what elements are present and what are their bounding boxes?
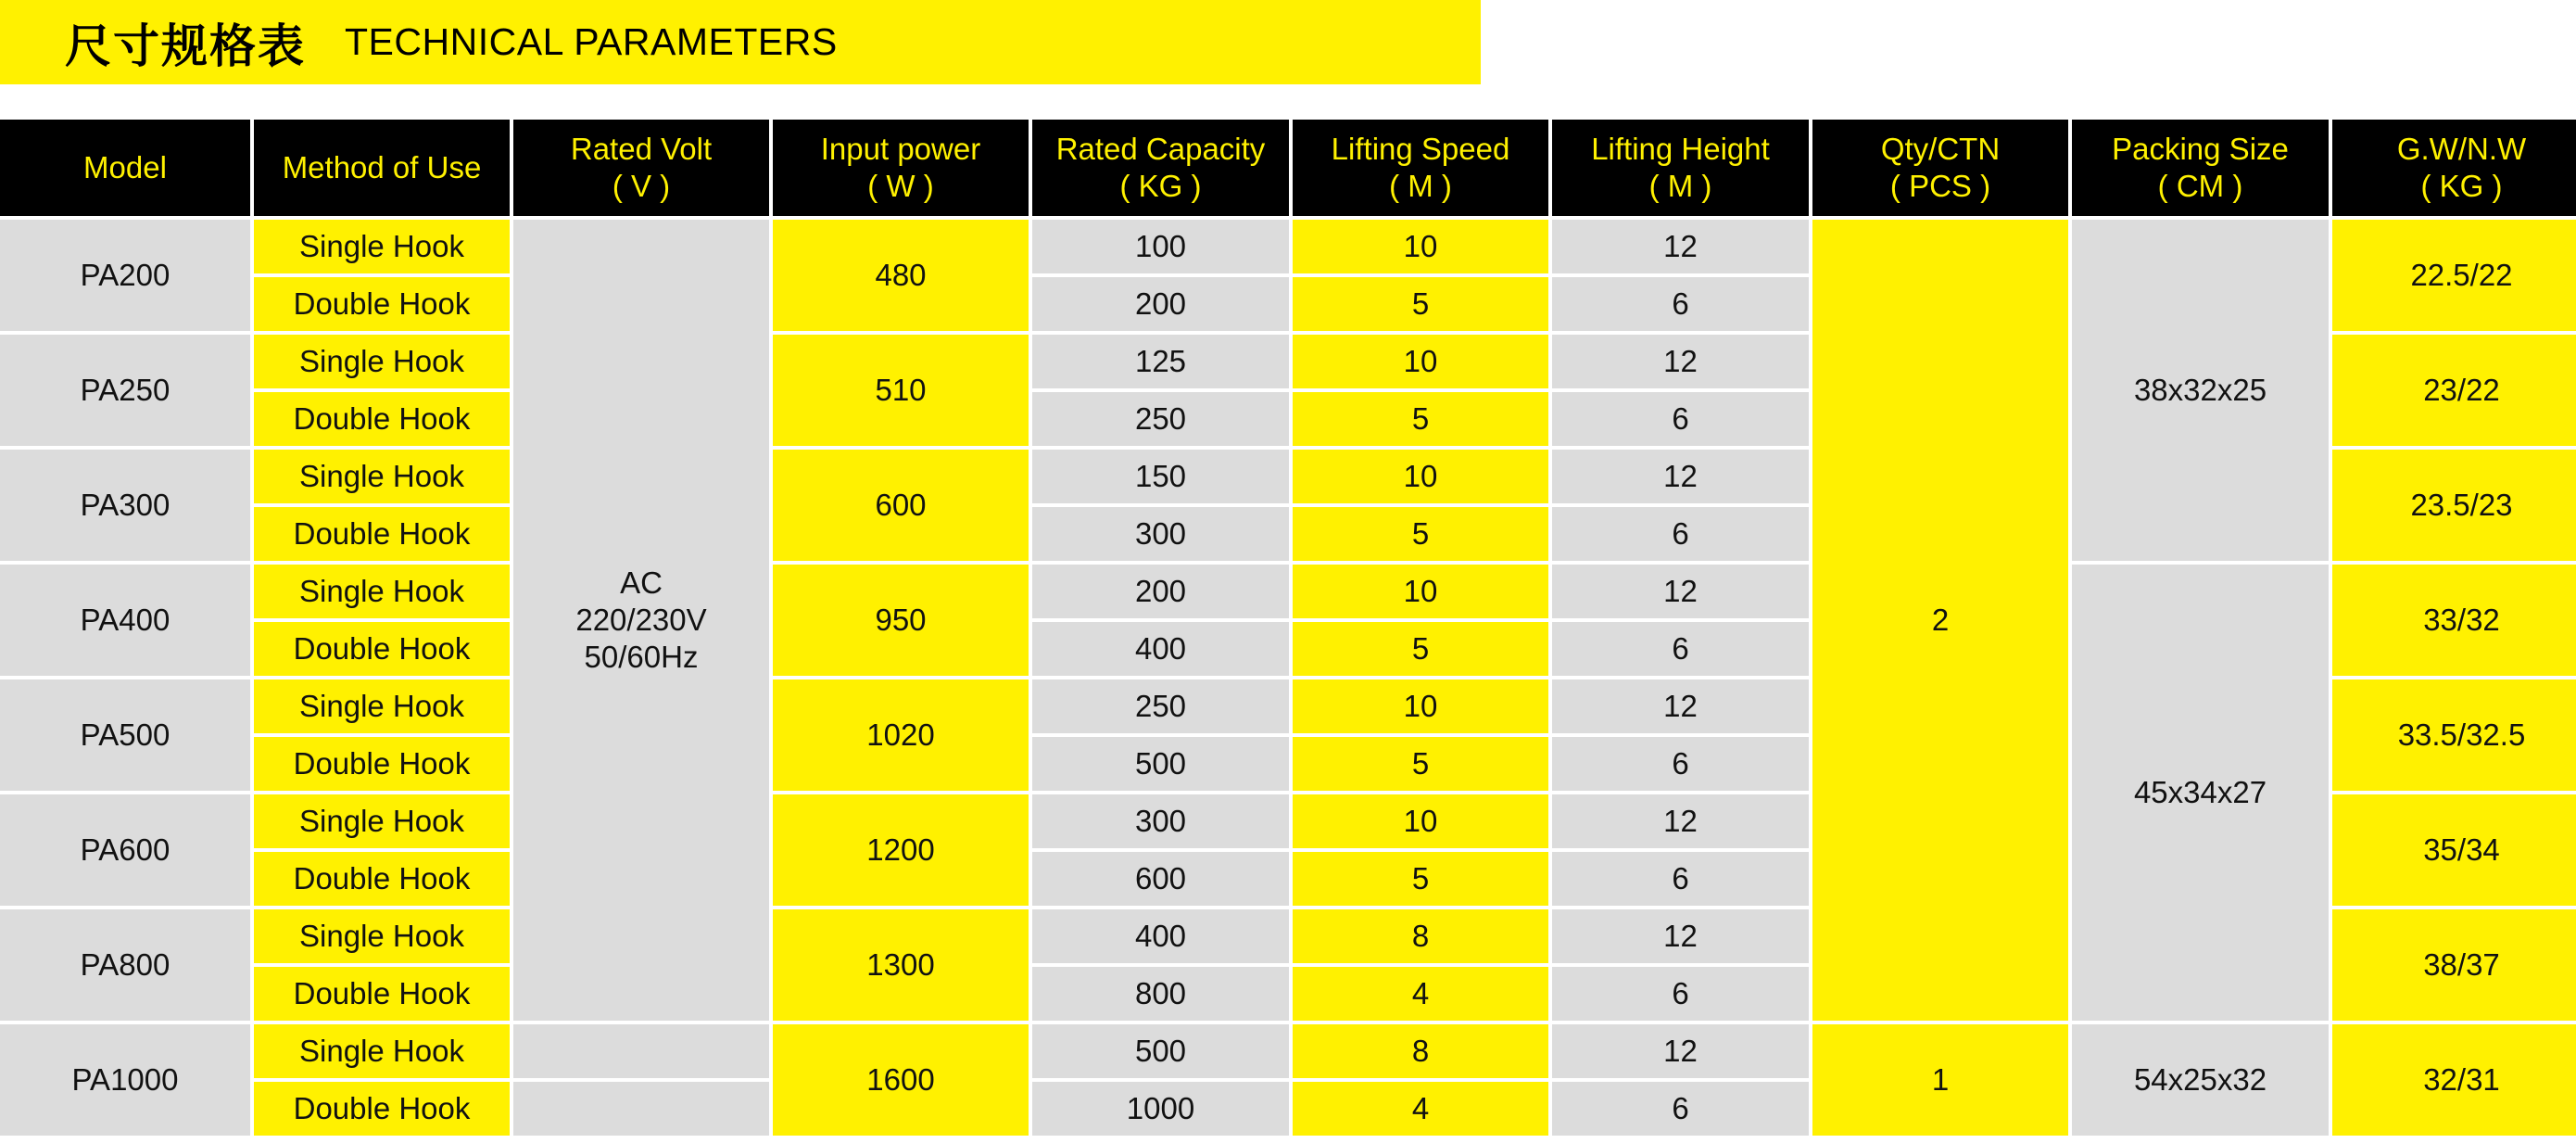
header-unit: ( V ) bbox=[612, 169, 671, 203]
method-cell: Single Hook bbox=[254, 794, 510, 848]
header-lifting-speed: Lifting Speed ( M ) bbox=[1293, 120, 1548, 216]
header-unit: ( KG ) bbox=[2420, 169, 2503, 203]
title-english: TECHNICAL PARAMETERS bbox=[345, 20, 838, 63]
capacity-cell: 600 bbox=[1032, 852, 1289, 906]
table-row bbox=[0, 1024, 2576, 1078]
capacity-cell: 1000 bbox=[1032, 1082, 1289, 1136]
table-row bbox=[0, 565, 2576, 618]
rated-volt-cell bbox=[513, 220, 769, 1021]
speed-cell: 10 bbox=[1293, 450, 1548, 503]
input-power-cell: 510 bbox=[773, 335, 1029, 446]
speed-cell: 10 bbox=[1293, 794, 1548, 848]
capacity-cell: 250 bbox=[1032, 679, 1289, 733]
capacity-cell: 500 bbox=[1032, 737, 1289, 791]
method-cell: Single Hook bbox=[254, 220, 510, 273]
rated-volt-cell-continued bbox=[513, 1082, 769, 1136]
method-cell: Double Hook bbox=[254, 1082, 510, 1136]
height-cell: 12 bbox=[1552, 679, 1809, 733]
capacity-cell: 250 bbox=[1032, 392, 1289, 446]
weight-cell: 22.5/22 bbox=[2332, 220, 2576, 331]
qty-ctn-cell: 1 bbox=[1812, 1024, 2068, 1136]
model-cell: PA300 bbox=[0, 450, 250, 561]
model-cell: PA500 bbox=[0, 679, 250, 791]
input-power-cell: 1200 bbox=[773, 794, 1029, 906]
method-cell: Single Hook bbox=[254, 679, 510, 733]
height-cell: 12 bbox=[1552, 794, 1809, 848]
method-cell: Single Hook bbox=[254, 1024, 510, 1078]
rated-volt-cell-continued bbox=[513, 1024, 769, 1078]
model-cell: PA250 bbox=[0, 335, 250, 446]
input-power-cell: 480 bbox=[773, 220, 1029, 331]
capacity-cell: 300 bbox=[1032, 507, 1289, 561]
header-qty-ctn: Qty/CTN ( PCS ) bbox=[1812, 120, 2068, 216]
packing-size-cell: 45x34x27 bbox=[2072, 565, 2329, 1021]
method-cell: Double Hook bbox=[254, 737, 510, 791]
height-cell: 6 bbox=[1552, 852, 1809, 906]
rated-volt-line: AC bbox=[620, 565, 663, 600]
header-unit: ( M ) bbox=[1389, 169, 1452, 203]
input-power-cell: 600 bbox=[773, 450, 1029, 561]
speed-cell: 10 bbox=[1293, 565, 1548, 618]
rated-volt-line: 50/60Hz bbox=[584, 640, 699, 674]
height-cell: 12 bbox=[1552, 909, 1809, 963]
input-power-cell: 950 bbox=[773, 565, 1029, 676]
capacity-cell: 125 bbox=[1032, 335, 1289, 388]
height-cell: 12 bbox=[1552, 220, 1809, 273]
height-cell: 6 bbox=[1552, 737, 1809, 791]
weight-cell: 38/37 bbox=[2332, 909, 2576, 1021]
weight-cell: 35/34 bbox=[2332, 794, 2576, 906]
method-cell: Double Hook bbox=[254, 277, 510, 331]
speed-cell: 8 bbox=[1293, 1024, 1548, 1078]
header-gw-nw: G.W/N.W ( KG ) bbox=[2332, 120, 2576, 216]
method-cell: Double Hook bbox=[254, 392, 510, 446]
speed-cell: 5 bbox=[1293, 392, 1548, 446]
height-cell: 12 bbox=[1552, 450, 1809, 503]
capacity-cell: 400 bbox=[1032, 622, 1289, 676]
method-cell: Double Hook bbox=[254, 507, 510, 561]
title-banner bbox=[0, 0, 1481, 84]
table-row bbox=[0, 220, 2576, 273]
speed-cell: 10 bbox=[1293, 220, 1548, 273]
capacity-cell: 100 bbox=[1032, 220, 1289, 273]
capacity-cell: 200 bbox=[1032, 565, 1289, 618]
weight-cell: 23.5/23 bbox=[2332, 450, 2576, 561]
model-cell: PA600 bbox=[0, 794, 250, 906]
method-cell: Single Hook bbox=[254, 450, 510, 503]
weight-cell: 23/22 bbox=[2332, 335, 2576, 446]
model-cell: PA1000 bbox=[0, 1024, 250, 1136]
input-power-cell: 1600 bbox=[773, 1024, 1029, 1136]
height-cell: 6 bbox=[1552, 1082, 1809, 1136]
header-unit: ( W ) bbox=[867, 169, 934, 203]
header-unit: ( CM ) bbox=[2157, 169, 2243, 203]
model-cell: PA800 bbox=[0, 909, 250, 1021]
speed-cell: 4 bbox=[1293, 967, 1548, 1021]
speed-cell: 4 bbox=[1293, 1082, 1548, 1136]
height-cell: 6 bbox=[1552, 622, 1809, 676]
capacity-cell: 150 bbox=[1032, 450, 1289, 503]
method-cell: Double Hook bbox=[254, 622, 510, 676]
speed-cell: 5 bbox=[1293, 277, 1548, 331]
weight-cell: 33/32 bbox=[2332, 565, 2576, 676]
rated-volt-line: 220/230V bbox=[575, 603, 707, 637]
technical-parameters-table bbox=[0, 116, 2576, 1139]
input-power-cell: 1300 bbox=[773, 909, 1029, 1021]
header-lifting-height: Lifting Height ( M ) bbox=[1552, 120, 1809, 216]
header-rated-capacity: Rated Capacity ( KG ) bbox=[1032, 120, 1289, 216]
header-model: Model bbox=[0, 120, 250, 216]
height-cell: 6 bbox=[1552, 277, 1809, 331]
height-cell: 6 bbox=[1552, 392, 1809, 446]
capacity-cell: 800 bbox=[1032, 967, 1289, 1021]
header-row bbox=[0, 120, 2576, 216]
packing-size-cell: 38x32x25 bbox=[2072, 220, 2329, 561]
speed-cell: 10 bbox=[1293, 679, 1548, 733]
method-cell: Double Hook bbox=[254, 852, 510, 906]
capacity-cell: 200 bbox=[1032, 277, 1289, 331]
height-cell: 12 bbox=[1552, 565, 1809, 618]
height-cell: 6 bbox=[1552, 507, 1809, 561]
method-cell: Single Hook bbox=[254, 565, 510, 618]
height-cell: 12 bbox=[1552, 335, 1809, 388]
speed-cell: 5 bbox=[1293, 852, 1548, 906]
weight-cell: 32/31 bbox=[2332, 1024, 2576, 1136]
header-unit: ( KG ) bbox=[1119, 169, 1202, 203]
method-cell: Single Hook bbox=[254, 909, 510, 963]
header-method-of-use: Method of Use bbox=[254, 120, 510, 216]
model-cell: PA400 bbox=[0, 565, 250, 676]
header-input-power: Input power ( W ) bbox=[773, 120, 1029, 216]
speed-cell: 5 bbox=[1293, 507, 1548, 561]
packing-size-cell: 54x25x32 bbox=[2072, 1024, 2329, 1136]
input-power-cell: 1020 bbox=[773, 679, 1029, 791]
height-cell: 12 bbox=[1552, 1024, 1809, 1078]
header-packing-size: Packing Size ( CM ) bbox=[2072, 120, 2329, 216]
speed-cell: 5 bbox=[1293, 622, 1548, 676]
weight-cell: 33.5/32.5 bbox=[2332, 679, 2576, 791]
model-cell: PA200 bbox=[0, 220, 250, 331]
speed-cell: 10 bbox=[1293, 335, 1548, 388]
capacity-cell: 400 bbox=[1032, 909, 1289, 963]
speed-cell: 8 bbox=[1293, 909, 1548, 963]
header-unit: ( M ) bbox=[1648, 169, 1712, 203]
qty-ctn-cell: 2 bbox=[1812, 220, 2068, 1021]
header-unit: ( PCS ) bbox=[1889, 169, 1991, 203]
title-chinese: 尺寸规格表 bbox=[65, 19, 306, 73]
height-cell: 6 bbox=[1552, 967, 1809, 1021]
method-cell: Double Hook bbox=[254, 967, 510, 1021]
method-cell: Single Hook bbox=[254, 335, 510, 388]
speed-cell: 5 bbox=[1293, 737, 1548, 791]
header-rated-volt: Rated Volt ( V ) bbox=[513, 120, 769, 216]
capacity-cell: 500 bbox=[1032, 1024, 1289, 1078]
capacity-cell: 300 bbox=[1032, 794, 1289, 848]
